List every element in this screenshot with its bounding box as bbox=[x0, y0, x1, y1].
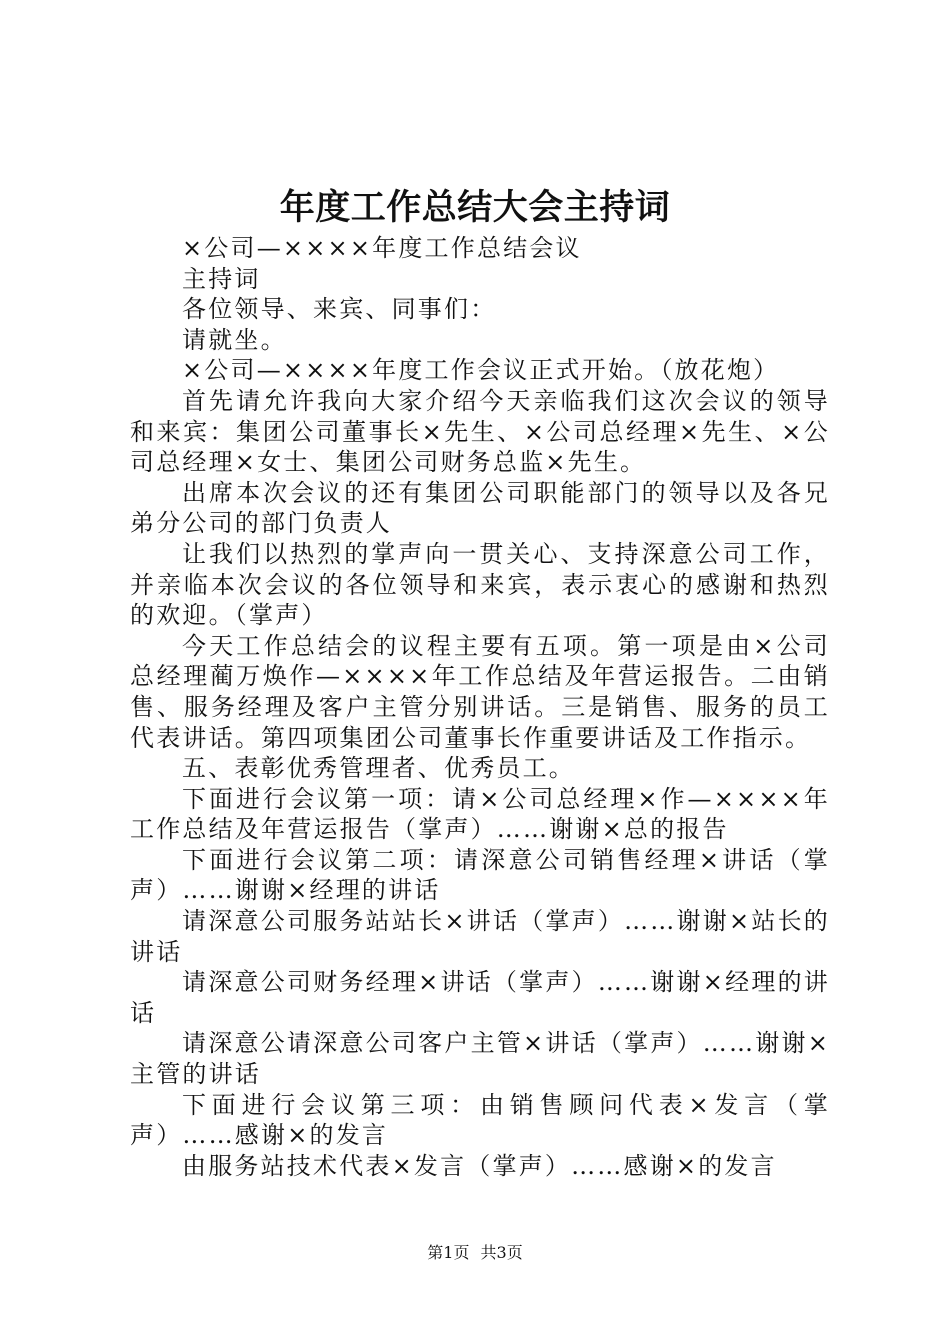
paragraph: ×公司—××××年度工作会议正式开始。（放花炮） bbox=[182, 356, 780, 385]
paragraph: 今天工作总结会的议程主要有五项。第一项是由×公司总经理蔺万焕作—××××年工作总结及年营运报告。二由销售、服务经理及客户主管分别讲话。三是销售、服务的员工代表讲话。第四项集团公司董事长作重要讲话及工作指示。 bbox=[130, 631, 830, 752]
document-title: 年度工作总结大会主持词 bbox=[279, 188, 671, 228]
paragraph: 主持词 bbox=[182, 264, 261, 293]
paragraph: 让我们以热烈的掌声向一贯关心、支持深意公司工作，并亲临本次会议的各位领导和来宾，表示衷心的感谢和热烈的欢迎。（掌声） bbox=[130, 539, 830, 630]
paragraph: 五、表彰优秀管理者、优秀员工。 bbox=[182, 754, 575, 783]
document-body bbox=[130, 233, 830, 1181]
paragraph: 由服务站技术代表×发言（掌声）……感谢×的发言 bbox=[182, 1151, 777, 1180]
paragraph: 请深意公司财务经理×讲话（掌声）……谢谢×经理的讲话 bbox=[130, 968, 830, 1027]
paragraph: 下面进行会议第二项：请深意公司销售经理×讲话（掌声）……谢谢×经理的讲话 bbox=[130, 845, 830, 905]
paragraph: 下面进行会议第三项：由销售顾问代表×发言（掌声）……感谢×的发言 bbox=[130, 1090, 830, 1150]
paragraph: 下面进行会议第一项：请×公司总经理×作—××××年工作总结及年营运报告（掌声）……谢谢×总的报告 bbox=[130, 784, 830, 844]
paragraph: 各位领导、来宾、同事们： bbox=[182, 295, 497, 324]
page-total: 共3页 bbox=[480, 1243, 523, 1262]
paragraph: 出席本次会议的还有集团公司职能部门的领导以及各兄弟分公司的部门负责人 bbox=[130, 478, 830, 538]
page-number: 第1页 bbox=[427, 1243, 470, 1262]
paragraph: ×公司—××××年度工作总结会议 bbox=[182, 234, 582, 262]
paragraph: 请深意公司服务站站长×讲话（掌声）……谢谢×站长的讲话 bbox=[130, 907, 830, 966]
paragraph: 请深意公请深意公司客户主管×讲话（掌声）……谢谢×主管的讲话 bbox=[130, 1029, 830, 1089]
page-footer bbox=[0, 1243, 950, 1263]
paragraph: 请就坐。 bbox=[182, 325, 287, 354]
paragraph: 首先请允许我向大家介绍今天亲临我们这次会议的领导和来宾：集团公司董事长×先生、×公司总经理×先生、×公司总经理×女士、集团公司财务总监×先生。 bbox=[130, 386, 830, 477]
